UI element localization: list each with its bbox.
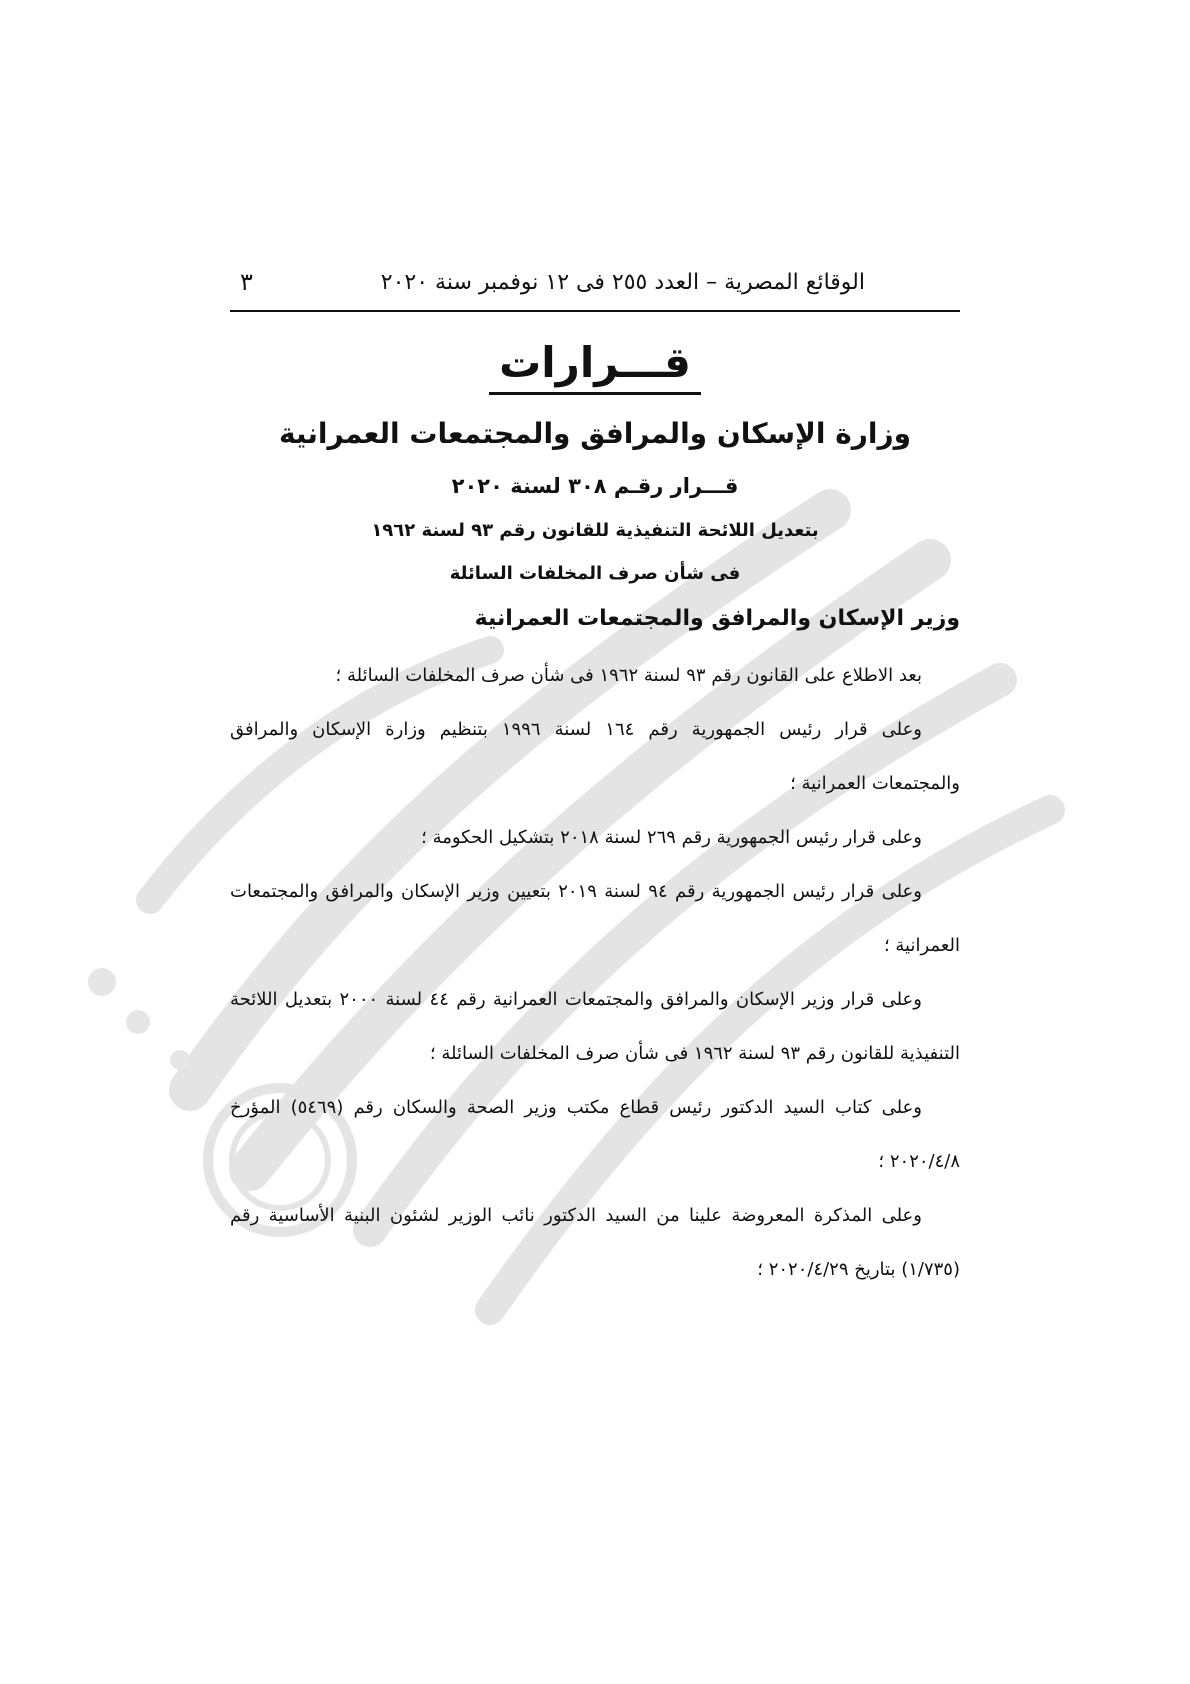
gazette-page [230, 250, 960, 1297]
preamble-paragraph: بعد الاطلاع على القانون رقم ٩٣ لسنة ١٩٦٢ فى شأن صرف المخلفات السائلة ؛ [335, 665, 922, 687]
issuing-minister: وزير الإسكان والمرافق والمجتمعات العمرانية [474, 606, 960, 632]
section-title-text: قـــرارات [489, 340, 701, 395]
preamble-paragraph: وعلى قرار وزير الإسكان والمرافق والمجتمعات العمرانية رقم ٤٤ لسنة ٢٠٠٠ بتعديل اللائحة التنفيذية للقانون رقم ٩٣ لسنة ١٩٦٢ فى شأن صرف المخلفات السائلة ؛ [230, 989, 960, 1065]
preamble-paragraph: وعلى قرار رئيس الجمهورية رقم ١٦٤ لسنة ١٩٩٦ بتنظيم وزارة الإسكان والمرافق والمجتمعات العمرانية ؛ [230, 719, 960, 795]
section-title [230, 340, 960, 395]
page-number: ٣ [240, 268, 253, 296]
decree-number: قـــرار رقـم ٣٠٨ لسنة ٢٠٢٠ [451, 474, 739, 499]
preamble-paragraph: وعلى قرار رئيس الجمهورية رقم ٢٦٩ لسنة ٢٠١٨ بتشكيل الحكومة ؛ [421, 827, 922, 849]
decree-subject-line-1: بتعديل اللائحة التنفيذية للقانون رقم ٩٣ لسنة ١٩٦٢ [371, 520, 819, 542]
gazette-issue-header: الوقائع المصرية – العدد ٢٥٥ فى ١٢ نوفمبر سنة ٢٠٢٠ [380, 270, 865, 295]
preamble-paragraph: وعلى قرار رئيس الجمهورية رقم ٩٤ لسنة ٢٠١٩ بتعيين وزير الإسكان والمرافق والمجتمعات العمرانية ؛ [230, 881, 960, 957]
running-header [230, 250, 960, 312]
preamble-paragraph: وعلى المذكرة المعروضة علينا من السيد الدكتور نائب الوزير لشئون البنية الأساسية رقم (١/٧٣٥) بتاريخ ٢٠٢٠/٤/٢٩ ؛ [230, 1205, 960, 1281]
decree-subject-line-2: فى شأن صرف المخلفات السائلة [449, 563, 741, 585]
preamble-paragraph: وعلى كتاب السيد الدكتور رئيس قطاع مكتب وزير الصحة والسكان رقم (٥٤٦٩) المؤرخ ٢٠٢٠/٤/٨ ؛ [230, 1097, 960, 1173]
ministry-heading: وزارة الإسكان والمرافق والمجتمعات العمرانية [278, 417, 912, 451]
